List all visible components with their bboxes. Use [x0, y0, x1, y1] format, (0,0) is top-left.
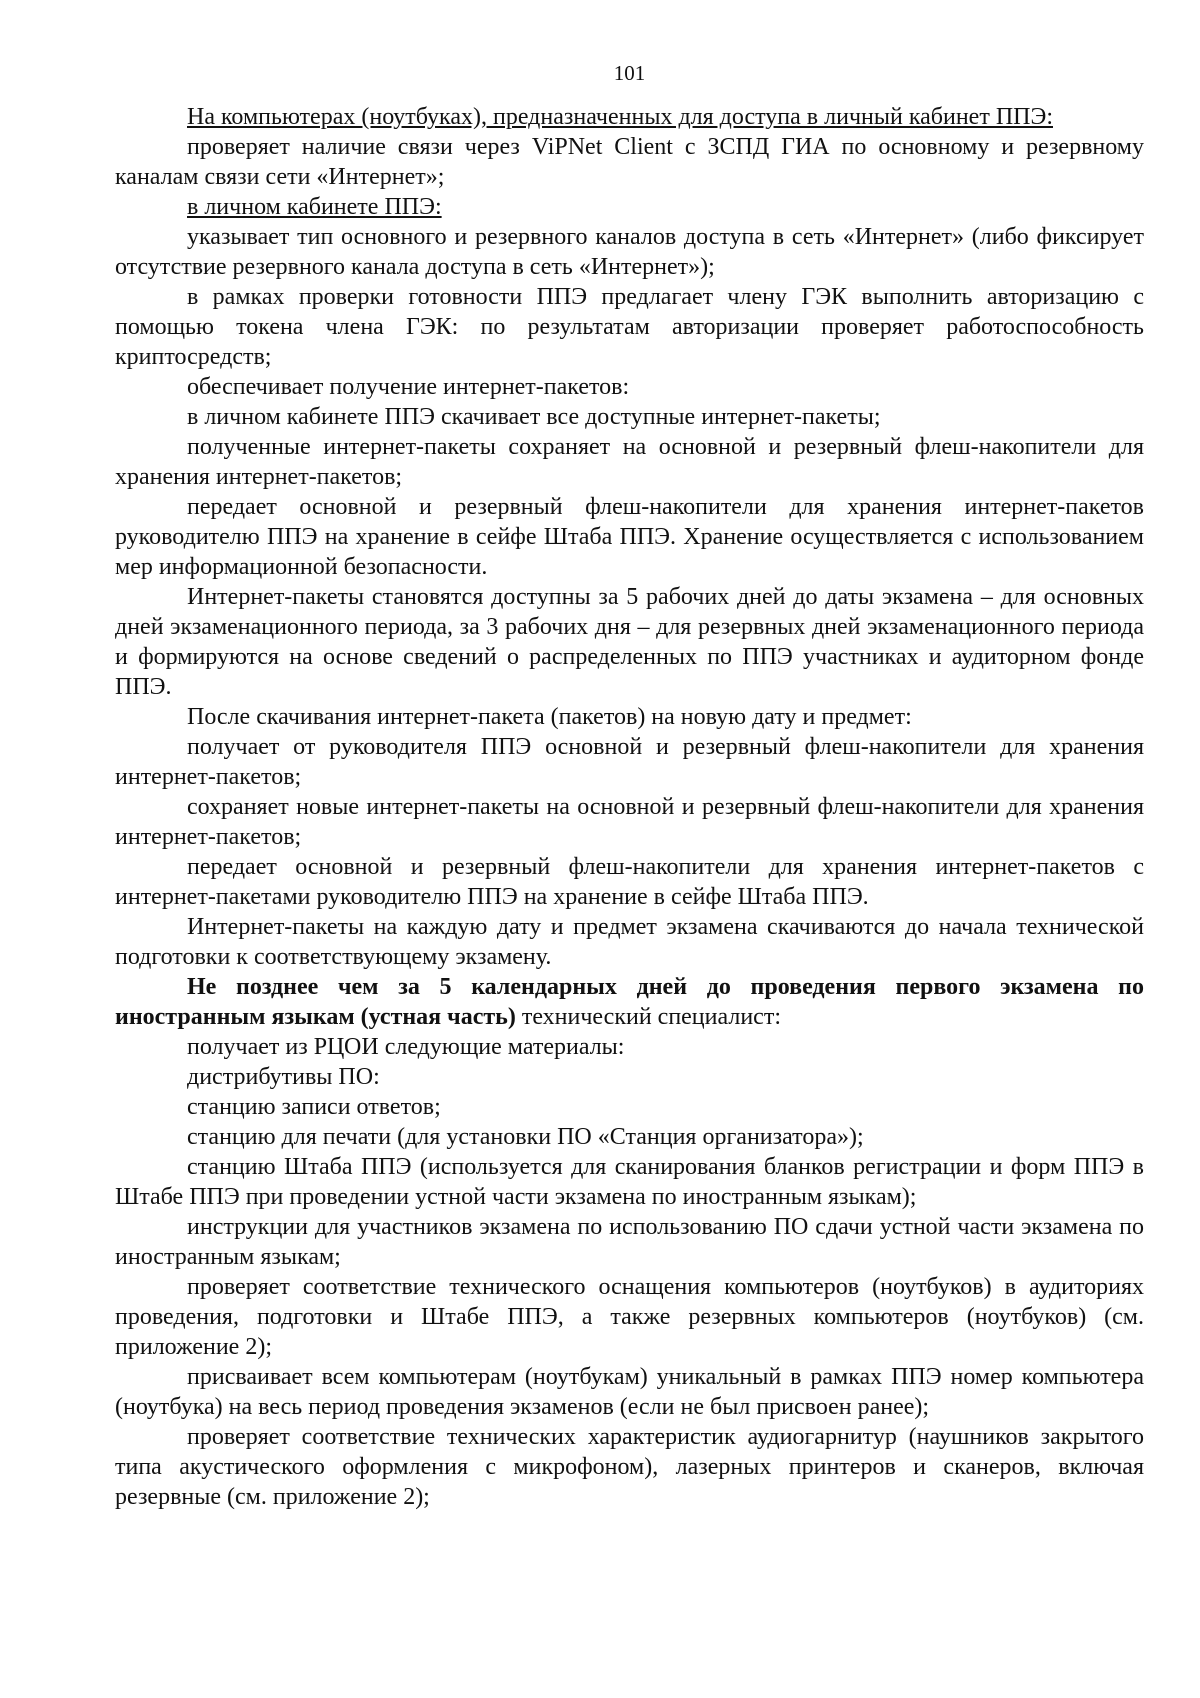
paragraph-text: Интернет-пакеты становятся доступны за 5 рабочих дней до даты экзамена – для основных дней экзаменационного периода, за 3 рабочих дня – для резервных дней экзаменационного периода и формируются на основе сведений о распределенных по ППЭ участниках и аудиторном фонде ППЭ. [115, 584, 1144, 700]
paragraph-text: станцию Штаба ППЭ (используется для сканирования бланков регистрации и форм ППЭ в Штабе ППЭ при проведении устной части экзамена по иностранным языкам); [115, 1154, 1144, 1210]
paragraph [115, 192, 1144, 222]
paragraph-text: проверяет соответствие технических характеристик аудиогарнитур (наушников закрытого типа акустического оформления с микрофоном), лазерных принтеров и сканеров, включая резервные (см. приложение 2); [115, 1424, 1144, 1510]
paragraph [115, 102, 1144, 132]
paragraph [115, 852, 1144, 912]
paragraph [115, 792, 1144, 852]
paragraph [115, 972, 1144, 1032]
paragraph-text: в рамках проверки готовности ППЭ предлагает члену ГЭК выполнить авторизацию с помощью токена члена ГЭК: по результатам авторизации проверяет работоспособность криптосредств; [115, 284, 1144, 370]
paragraph-text: обеспечивает получение интернет-пакетов: [187, 374, 630, 400]
paragraph [115, 492, 1144, 582]
bold-lead-text: Не позднее чем за 5 календарных дней до проведения первого экзамена по иностранным языкам (устная часть) [115, 974, 1144, 1030]
paragraph-text: станцию для печати (для установки ПО «Станция организатора»); [187, 1124, 864, 1150]
paragraph [115, 1212, 1144, 1272]
paragraph [115, 582, 1144, 702]
paragraph-text: инструкции для участников экзамена по использованию ПО сдачи устной части экзамена по иностранным языкам; [115, 1214, 1144, 1270]
paragraph [115, 1032, 1144, 1062]
paragraph-text: технический специалист: [515, 1004, 781, 1030]
paragraph [115, 372, 1144, 402]
page-number: 101 [613, 61, 646, 85]
paragraph [115, 222, 1144, 282]
paragraph-text: присваивает всем компьютерам (ноутбукам) уникальный в рамках ППЭ номер компьютера (ноутбука) на весь период проведения экзаменов (если не был присвоен ранее); [115, 1364, 1144, 1420]
paragraph-text: в личном кабинете ППЭ скачивает все доступные интернет-пакеты; [187, 404, 881, 430]
paragraph [115, 1152, 1144, 1212]
paragraph-text: Интернет-пакеты на каждую дату и предмет экзамена скачиваются до начала технической подготовки к соответствующему экзамену. [115, 914, 1144, 970]
paragraph [115, 1122, 1144, 1152]
section-heading-text: в личном кабинете ППЭ: [187, 194, 442, 220]
paragraph [115, 132, 1144, 192]
paragraph-text: сохраняет новые интернет-пакеты на основной и резервный флеш-накопители для хранения интернет-пакетов; [115, 794, 1144, 850]
paragraph [115, 1362, 1144, 1422]
paragraph-text: После скачивания интернет-пакета (пакетов) на новую дату и предмет: [187, 704, 912, 730]
paragraph [115, 402, 1144, 432]
paragraph-text: дистрибутивы ПО: [187, 1064, 380, 1090]
paragraph [115, 432, 1144, 492]
paragraph [115, 912, 1144, 972]
paragraph-text: указывает тип основного и резервного каналов доступа в сеть «Интернет» (либо фиксирует отсутствие резервного канала доступа в сеть «Интернет»); [115, 224, 1144, 280]
document-body [115, 102, 1144, 1512]
paragraph [115, 732, 1144, 792]
section-heading-text: На компьютерах (ноутбуках), предназначенных для доступа в личный кабинет ППЭ: [187, 104, 1053, 130]
paragraph [115, 1422, 1144, 1512]
document-page [115, 58, 1144, 1512]
paragraph [115, 702, 1144, 732]
paragraph [115, 1092, 1144, 1122]
paragraph-text: станцию записи ответов; [187, 1094, 441, 1120]
paragraph [115, 282, 1144, 372]
paragraph-text: проверяет соответствие технического оснащения компьютеров (ноутбуков) в аудиториях проведения, подготовки и Штабе ППЭ, а также резервных компьютеров (ноутбуков) (см. приложение 2); [115, 1274, 1144, 1360]
paragraph-text: передает основной и резервный флеш-накопители для хранения интернет-пакетов с интернет-пакетами руководителю ППЭ на хранение в сейфе Штаба ППЭ. [115, 854, 1144, 910]
paragraph [115, 1062, 1144, 1092]
paragraph-text: полученные интернет-пакеты сохраняет на основной и резервный флеш-накопители для хранения интернет-пакетов; [115, 434, 1144, 490]
paragraph [115, 1272, 1144, 1362]
paragraph-text: передает основной и резервный флеш-накопители для хранения интернет-пакетов руководителю ППЭ на хранение в сейфе Штаба ППЭ. Хранение осуществляется с использованием мер информационной безопасности. [115, 494, 1144, 580]
paragraph-text: проверяет наличие связи через ViPNet Client с ЗСПД ГИА по основному и резервному каналам связи сети «Интернет»; [115, 134, 1144, 190]
paragraph-text: получает от руководителя ППЭ основной и резервный флеш-накопители для хранения интернет-пакетов; [115, 734, 1144, 790]
paragraph-text: получает из РЦОИ следующие материалы: [187, 1034, 625, 1060]
